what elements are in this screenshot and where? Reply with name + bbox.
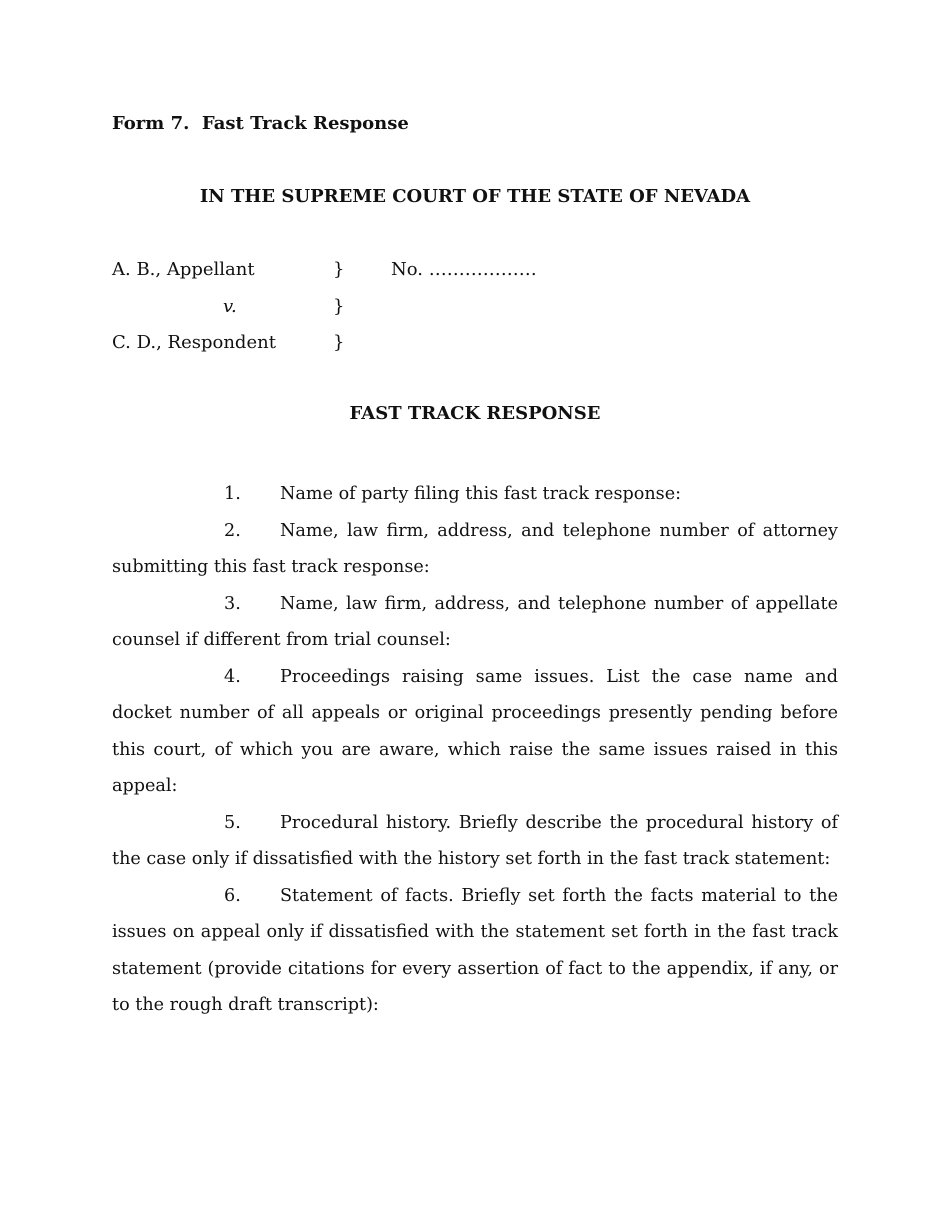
item-number: 4. [224, 666, 241, 687]
item-text: Statement of facts. Briefly set forth the facts material to the issues on appeal only if dissatisfied with the statement set forth in the fast track statement (provide citations for every assertion of fact to the appendix, if any, or to the rough draft transcript): [112, 885, 838, 1015]
appellant-name: A. B., Appellant [112, 259, 255, 280]
list-item [112, 659, 838, 805]
item-text: Name, law firm, address, and telephone number of attorney submitting this fast track response: [112, 520, 838, 577]
item-number: 1. [224, 484, 241, 504]
list-item [112, 805, 838, 878]
numbered-items [112, 476, 838, 1024]
caption-brace: } [333, 332, 345, 353]
court-title: IN THE SUPREME COURT OF THE STATE OF NEVADA [199, 186, 751, 207]
versus-label: v. [223, 295, 237, 317]
form-title: Form 7. Fast Track Response [112, 113, 409, 134]
list-item [112, 586, 838, 659]
docket-number: No. ……………… [391, 259, 537, 280]
item-text: Name of party filing this fast track response: [280, 484, 682, 504]
list-item [112, 878, 838, 1024]
item-number: 3. [224, 593, 241, 614]
list-item [112, 476, 838, 513]
item-text: Name, law firm, address, and telephone number of appellate counsel if different from trial counsel: [112, 593, 838, 650]
respondent-name: C. D., Respondent [112, 332, 276, 353]
response-title: FAST TRACK RESPONSE [349, 403, 601, 424]
item-text: Proceedings raising same issues. List the case name and docket number of all appeals or original proceedings presently pending before this court, of which you are aware, which raise the same issues raised in this appeal: [112, 666, 838, 796]
list-item [112, 513, 838, 586]
caption-brace: } [333, 295, 345, 317]
caption-brace: } [333, 259, 345, 280]
item-text: Procedural history. Briefly describe the procedural history of the case only if dissatisfied with the history set forth in the fast track statement: [112, 812, 838, 869]
item-number: 2. [224, 520, 241, 541]
item-number: 5. [224, 812, 241, 833]
item-number: 6. [224, 885, 241, 906]
